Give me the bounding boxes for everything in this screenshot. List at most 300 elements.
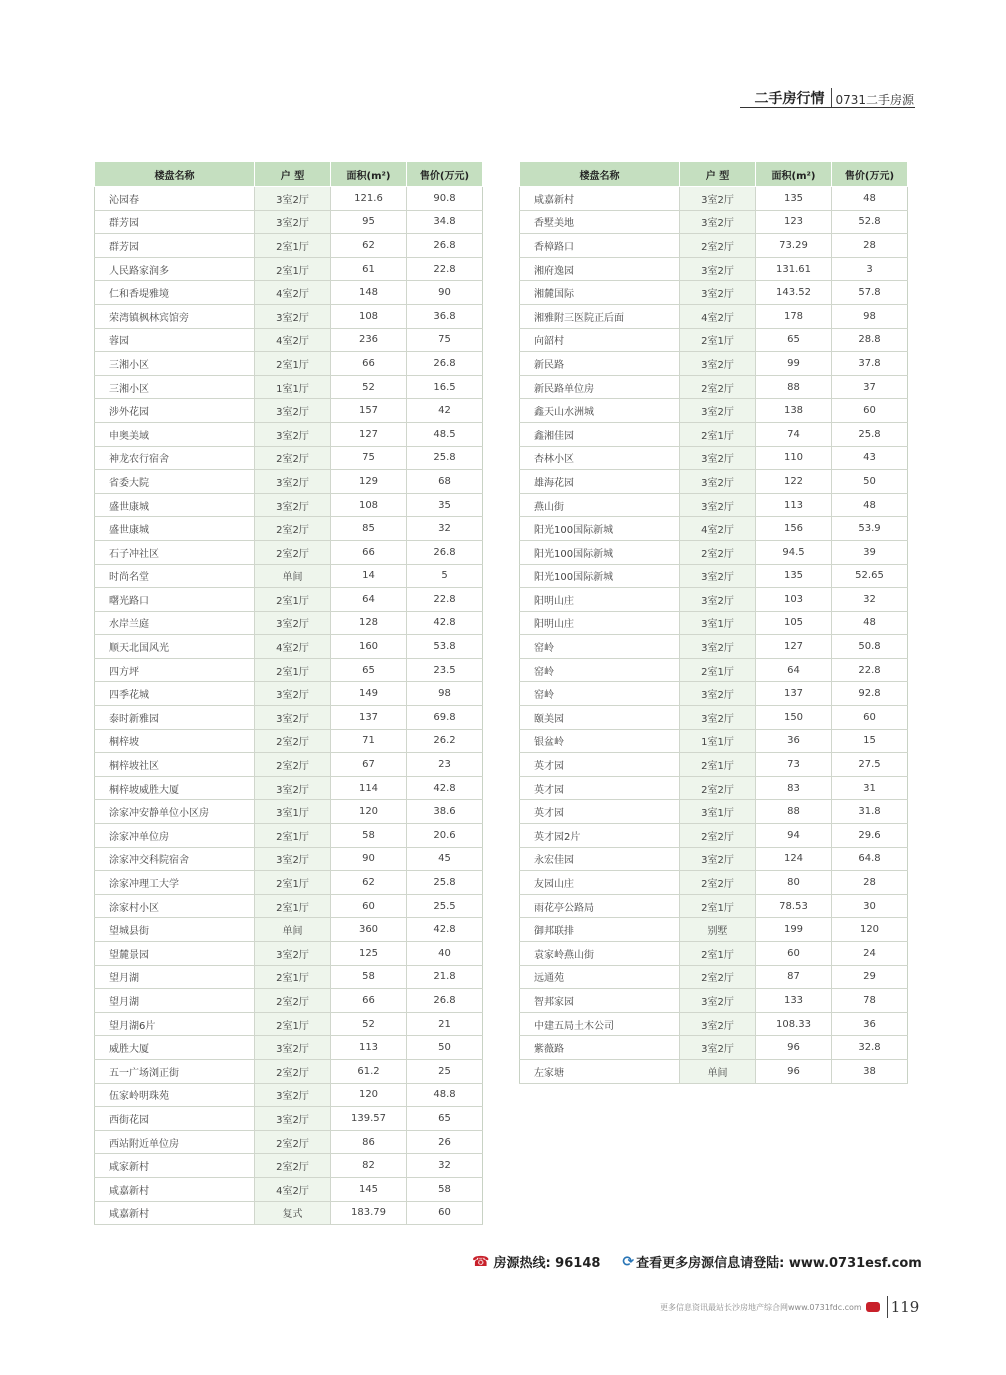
cell-type: 3室2厅 — [255, 1083, 331, 1107]
table-row — [95, 918, 483, 942]
cell-area: 121.6 — [331, 187, 407, 211]
cell-type: 1室1厅 — [255, 375, 331, 399]
table-row — [520, 446, 908, 470]
cell-price: 38 — [832, 1059, 908, 1083]
table-row — [95, 871, 483, 895]
cell-area: 85 — [331, 517, 407, 541]
cell-name: 阳明山庄 — [520, 588, 680, 612]
cell-name: 英才园2片 — [520, 824, 680, 848]
cell-price: 90 — [407, 281, 483, 305]
cell-type: 2室1厅 — [680, 942, 756, 966]
cell-area: 128 — [331, 611, 407, 635]
cell-type: 2室1厅 — [255, 894, 331, 918]
cell-price: 75 — [407, 328, 483, 352]
cell-area: 62 — [331, 871, 407, 895]
cell-type: 2室2厅 — [680, 234, 756, 258]
cell-area: 61 — [331, 257, 407, 281]
cell-area: 58 — [331, 824, 407, 848]
table-row — [520, 942, 908, 966]
cell-type: 2室1厅 — [255, 658, 331, 682]
cell-type: 3室2厅 — [680, 446, 756, 470]
cell-area: 94.5 — [756, 540, 832, 564]
cell-type: 2室1厅 — [680, 894, 756, 918]
cell-price: 90.8 — [407, 187, 483, 211]
table-row — [95, 187, 483, 211]
cell-type: 3室2厅 — [680, 257, 756, 281]
table-row — [95, 517, 483, 541]
cell-name: 湘雅附三医院正后面 — [520, 304, 680, 328]
cell-name: 湘麓国际 — [520, 281, 680, 305]
cell-name: 西站附近单位房 — [95, 1130, 255, 1154]
cell-price: 42.8 — [407, 776, 483, 800]
cell-area: 139.57 — [331, 1107, 407, 1131]
cell-type: 3室2厅 — [255, 399, 331, 423]
cell-name: 香墅美地 — [520, 210, 680, 234]
cell-area: 75 — [331, 446, 407, 470]
cell-type: 2室2厅 — [680, 375, 756, 399]
cell-price: 23.5 — [407, 658, 483, 682]
cell-price: 35 — [407, 493, 483, 517]
cell-name: 袁家岭燕山街 — [520, 942, 680, 966]
cell-type: 3室2厅 — [680, 1036, 756, 1060]
cell-type: 2室1厅 — [255, 824, 331, 848]
cell-name: 省委大院 — [95, 470, 255, 494]
cell-price: 22.8 — [407, 257, 483, 281]
cell-type: 2室2厅 — [255, 540, 331, 564]
table-row — [95, 682, 483, 706]
cell-name: 杏林小区 — [520, 446, 680, 470]
cell-area: 96 — [756, 1036, 832, 1060]
cell-price: 42 — [407, 399, 483, 423]
page-number: 119 — [890, 1298, 920, 1316]
table-row — [520, 422, 908, 446]
cell-price: 48 — [832, 611, 908, 635]
column-header-price: 售价(万元) — [832, 162, 908, 187]
cell-name: 窑岭 — [520, 635, 680, 659]
cell-area: 135 — [756, 564, 832, 588]
cell-area: 103 — [756, 588, 832, 612]
cell-price: 5 — [407, 564, 483, 588]
table-row — [520, 517, 908, 541]
hotline-text: 房源热线: 96148 — [493, 1256, 601, 1271]
table-row — [95, 1130, 483, 1154]
cell-price: 53.9 — [832, 517, 908, 541]
cell-area: 60 — [331, 894, 407, 918]
table-row — [520, 776, 908, 800]
cell-price: 34.8 — [407, 210, 483, 234]
table-row — [95, 540, 483, 564]
cell-area: 160 — [331, 635, 407, 659]
cell-name: 水岸兰庭 — [95, 611, 255, 635]
cell-type: 3室2厅 — [255, 682, 331, 706]
cell-area: 52 — [331, 375, 407, 399]
cell-area: 66 — [331, 989, 407, 1013]
table-row — [95, 1154, 483, 1178]
cell-type: 2室2厅 — [255, 729, 331, 753]
cell-area: 94 — [756, 824, 832, 848]
cell-name: 雄海花园 — [520, 470, 680, 494]
column-header-name: 楼盘名称 — [95, 162, 255, 187]
cell-price: 52.65 — [832, 564, 908, 588]
cell-price: 58 — [407, 1177, 483, 1201]
cell-name: 咸嘉新村 — [95, 1201, 255, 1225]
cell-price: 21 — [407, 1012, 483, 1036]
cell-name: 涉外花园 — [95, 399, 255, 423]
cell-price: 40 — [407, 942, 483, 966]
table-row — [520, 871, 908, 895]
table-row — [520, 847, 908, 871]
cell-name: 蓉园 — [95, 328, 255, 352]
cell-type: 2室1厅 — [680, 328, 756, 352]
cell-type: 3室2厅 — [680, 470, 756, 494]
table-header-row — [95, 162, 483, 187]
table-row — [95, 635, 483, 659]
table-row — [95, 352, 483, 376]
cell-area: 99 — [756, 352, 832, 376]
cell-type: 单间 — [680, 1059, 756, 1083]
cell-name: 申奥美域 — [95, 422, 255, 446]
cell-area: 58 — [331, 965, 407, 989]
cell-type: 3室2厅 — [680, 281, 756, 305]
table-row — [95, 257, 483, 281]
table-row — [95, 706, 483, 730]
cell-price: 42.8 — [407, 918, 483, 942]
table-row — [95, 281, 483, 305]
table-row — [520, 540, 908, 564]
table-row — [95, 894, 483, 918]
cell-name: 望月湖 — [95, 965, 255, 989]
cell-name: 紫薇路 — [520, 1036, 680, 1060]
table-row — [95, 989, 483, 1013]
cell-area: 95 — [331, 210, 407, 234]
cell-name: 人民路家润多 — [95, 257, 255, 281]
cell-name: 望月湖 — [95, 989, 255, 1013]
cell-type: 2室2厅 — [680, 824, 756, 848]
table-row — [520, 281, 908, 305]
cell-name: 咸家新村 — [95, 1154, 255, 1178]
cell-name: 涂家冲交科院宿舍 — [95, 847, 255, 871]
cell-name: 咸嘉新村 — [520, 187, 680, 211]
cell-type: 4室2厅 — [255, 635, 331, 659]
table-row — [520, 1012, 908, 1036]
cell-name: 西街花园 — [95, 1107, 255, 1131]
website-text[interactable]: 查看更多房源信息请登陆: www.0731esf.com — [636, 1256, 922, 1271]
cell-name: 英才园 — [520, 753, 680, 777]
cell-price: 27.5 — [832, 753, 908, 777]
cell-area: 148 — [331, 281, 407, 305]
logo-icon — [866, 1302, 880, 1312]
cell-price: 26.8 — [407, 989, 483, 1013]
cell-price: 48.5 — [407, 422, 483, 446]
footer-divider — [887, 1296, 888, 1318]
cell-type: 2室2厅 — [255, 1154, 331, 1178]
cell-area: 36 — [756, 729, 832, 753]
cell-area: 60 — [756, 942, 832, 966]
cell-type: 单间 — [255, 564, 331, 588]
cell-name: 曙光路口 — [95, 588, 255, 612]
cell-type: 2室2厅 — [255, 989, 331, 1013]
cell-price: 68 — [407, 470, 483, 494]
cell-name: 群芳园 — [95, 234, 255, 258]
cell-type: 2室2厅 — [680, 965, 756, 989]
cell-name: 盛世康城 — [95, 517, 255, 541]
cell-type: 3室2厅 — [255, 942, 331, 966]
table-row — [95, 753, 483, 777]
cell-price: 21.8 — [407, 965, 483, 989]
table-row — [520, 493, 908, 517]
cell-name: 英才园 — [520, 776, 680, 800]
table-row — [520, 682, 908, 706]
table-row — [520, 187, 908, 211]
cell-name: 雨花亭公路局 — [520, 894, 680, 918]
cell-name: 中建五局土木公司 — [520, 1012, 680, 1036]
cell-price: 29 — [832, 965, 908, 989]
table-row — [95, 942, 483, 966]
cell-area: 183.79 — [331, 1201, 407, 1225]
cell-price: 69.8 — [407, 706, 483, 730]
listing-table-left — [94, 161, 483, 1225]
cell-type: 2室2厅 — [255, 446, 331, 470]
cell-price: 120 — [832, 918, 908, 942]
table-row — [520, 800, 908, 824]
table-row — [95, 611, 483, 635]
cell-area: 137 — [756, 682, 832, 706]
cell-name: 窑岭 — [520, 682, 680, 706]
table-row — [520, 965, 908, 989]
page-header — [754, 88, 914, 108]
cell-area: 80 — [756, 871, 832, 895]
cell-price: 26.8 — [407, 352, 483, 376]
cell-type: 3室2厅 — [255, 1036, 331, 1060]
cell-name: 智邦家园 — [520, 989, 680, 1013]
cell-price: 42.8 — [407, 611, 483, 635]
cell-name: 友园山庄 — [520, 871, 680, 895]
cell-name: 顺天北国风光 — [95, 635, 255, 659]
column-header-area: 面积(m²) — [756, 162, 832, 187]
table-row — [520, 234, 908, 258]
cell-price: 36.8 — [407, 304, 483, 328]
cell-price: 45 — [407, 847, 483, 871]
column-header-type: 户 型 — [680, 162, 756, 187]
cell-type: 4室2厅 — [680, 304, 756, 328]
cell-price: 57.8 — [832, 281, 908, 305]
cell-type: 3室2厅 — [255, 422, 331, 446]
cell-area: 83 — [756, 776, 832, 800]
cell-area: 124 — [756, 847, 832, 871]
cell-name: 伍家岭明珠苑 — [95, 1083, 255, 1107]
table-row — [520, 564, 908, 588]
cell-area: 108 — [331, 493, 407, 517]
cell-area: 123 — [756, 210, 832, 234]
cell-area: 127 — [331, 422, 407, 446]
cell-area: 14 — [331, 564, 407, 588]
cell-type: 4室2厅 — [255, 1177, 331, 1201]
cell-name: 阳光100国际新城 — [520, 564, 680, 588]
cell-type: 2室1厅 — [255, 871, 331, 895]
cell-area: 52 — [331, 1012, 407, 1036]
cell-type: 2室1厅 — [255, 965, 331, 989]
cell-price: 25 — [407, 1059, 483, 1083]
cell-price: 20.6 — [407, 824, 483, 848]
section-title: 二手房行情 — [754, 91, 825, 107]
cell-area: 120 — [331, 800, 407, 824]
cell-type: 2室2厅 — [255, 753, 331, 777]
table-row — [520, 1059, 908, 1083]
cell-price: 30 — [832, 894, 908, 918]
cell-type: 3室2厅 — [680, 706, 756, 730]
phone-icon: ☎ — [472, 1253, 490, 1270]
cell-type: 2室1厅 — [680, 753, 756, 777]
cell-area: 66 — [331, 540, 407, 564]
cell-price: 3 — [832, 257, 908, 281]
cell-price: 98 — [407, 682, 483, 706]
cell-name: 涂家冲安静单位小区房 — [95, 800, 255, 824]
cell-type: 2室2厅 — [255, 517, 331, 541]
header-rule — [740, 107, 915, 108]
table-row — [520, 1036, 908, 1060]
cell-type: 2室2厅 — [255, 1059, 331, 1083]
cell-area: 113 — [331, 1036, 407, 1060]
globe-icon: ⟳ — [622, 1253, 635, 1270]
table-row — [95, 210, 483, 234]
cell-type: 3室2厅 — [680, 847, 756, 871]
table-row — [95, 1177, 483, 1201]
cell-name: 左家塘 — [520, 1059, 680, 1083]
cell-name: 五一广场浏正街 — [95, 1059, 255, 1083]
cell-price: 53.8 — [407, 635, 483, 659]
cell-name: 阳光100国际新城 — [520, 540, 680, 564]
cell-area: 88 — [756, 375, 832, 399]
cell-area: 88 — [756, 800, 832, 824]
cell-area: 64 — [756, 658, 832, 682]
table-row — [520, 328, 908, 352]
cell-area: 156 — [756, 517, 832, 541]
cell-type: 3室2厅 — [680, 187, 756, 211]
cell-price: 32 — [407, 517, 483, 541]
listing-table-right — [519, 161, 908, 1084]
cell-area: 71 — [331, 729, 407, 753]
cell-name: 御邦联排 — [520, 918, 680, 942]
contact-footer — [472, 1252, 922, 1271]
cell-price: 60 — [832, 706, 908, 730]
cell-price: 26 — [407, 1130, 483, 1154]
cell-area: 137 — [331, 706, 407, 730]
table-row — [95, 965, 483, 989]
cell-type: 4室2厅 — [680, 517, 756, 541]
cell-type: 别墅 — [680, 918, 756, 942]
cell-price: 25.8 — [407, 871, 483, 895]
cell-name: 望麓景园 — [95, 942, 255, 966]
cell-area: 67 — [331, 753, 407, 777]
cell-type: 2室2厅 — [255, 1130, 331, 1154]
cell-name: 涂家冲单位房 — [95, 824, 255, 848]
cell-type: 2室2厅 — [680, 871, 756, 895]
cell-area: 96 — [756, 1059, 832, 1083]
cell-type: 2室1厅 — [255, 352, 331, 376]
table-row — [95, 493, 483, 517]
cell-name: 湘府逸园 — [520, 257, 680, 281]
cell-price: 28.8 — [832, 328, 908, 352]
cell-area: 90 — [331, 847, 407, 871]
table-row — [520, 611, 908, 635]
cell-type: 3室1厅 — [680, 611, 756, 635]
cell-name: 神龙农行宿舍 — [95, 446, 255, 470]
cell-name: 向韶村 — [520, 328, 680, 352]
cell-area: 73 — [756, 753, 832, 777]
cell-price: 78 — [832, 989, 908, 1013]
cell-name: 泰时新雅园 — [95, 706, 255, 730]
cell-area: 87 — [756, 965, 832, 989]
table-row — [520, 635, 908, 659]
table-row — [520, 989, 908, 1013]
cell-price: 52.8 — [832, 210, 908, 234]
cell-name: 四方坪 — [95, 658, 255, 682]
footer-tagline: 更多信息资讯最站长沙房地产综合网www.0731fdc.com — [660, 1302, 862, 1312]
cell-price: 37.8 — [832, 352, 908, 376]
cell-area: 65 — [756, 328, 832, 352]
cell-price: 29.6 — [832, 824, 908, 848]
cell-area: 150 — [756, 706, 832, 730]
table-row — [520, 588, 908, 612]
cell-area: 157 — [331, 399, 407, 423]
table-row — [95, 446, 483, 470]
cell-price: 60 — [832, 399, 908, 423]
cell-name: 桐梓坡威胜大厦 — [95, 776, 255, 800]
cell-price: 15 — [832, 729, 908, 753]
cell-type: 复式 — [255, 1201, 331, 1225]
cell-type: 3室2厅 — [255, 1107, 331, 1131]
cell-name: 燕山街 — [520, 493, 680, 517]
table-row — [95, 1012, 483, 1036]
table-row — [95, 800, 483, 824]
cell-price: 22.8 — [407, 588, 483, 612]
cell-price: 28 — [832, 871, 908, 895]
cell-area: 149 — [331, 682, 407, 706]
cell-name: 新民路 — [520, 352, 680, 376]
cell-type: 2室1厅 — [255, 1012, 331, 1036]
cell-name: 沁园春 — [95, 187, 255, 211]
cell-type: 1室1厅 — [680, 729, 756, 753]
cell-area: 138 — [756, 399, 832, 423]
cell-type: 2室1厅 — [680, 658, 756, 682]
cell-type: 2室1厅 — [255, 588, 331, 612]
cell-price: 32 — [407, 1154, 483, 1178]
table-row — [95, 847, 483, 871]
cell-name: 群芳园 — [95, 210, 255, 234]
cell-area: 113 — [756, 493, 832, 517]
table-row — [95, 375, 483, 399]
column-header-price: 售价(万元) — [407, 162, 483, 187]
cell-area: 110 — [756, 446, 832, 470]
cell-price: 25.8 — [407, 446, 483, 470]
cell-type: 3室2厅 — [255, 470, 331, 494]
cell-type: 3室2厅 — [255, 611, 331, 635]
cell-type: 3室2厅 — [680, 989, 756, 1013]
cell-price: 48 — [832, 493, 908, 517]
table-row — [520, 706, 908, 730]
cell-price: 64.8 — [832, 847, 908, 871]
table-row — [95, 658, 483, 682]
cell-area: 236 — [331, 328, 407, 352]
cell-type: 3室2厅 — [680, 352, 756, 376]
cell-name: 四季花城 — [95, 682, 255, 706]
cell-area: 145 — [331, 1177, 407, 1201]
cell-name: 威胜大厦 — [95, 1036, 255, 1060]
cell-price: 16.5 — [407, 375, 483, 399]
cell-name: 香樟路口 — [520, 234, 680, 258]
cell-price: 25.8 — [832, 422, 908, 446]
cell-area: 108.33 — [756, 1012, 832, 1036]
